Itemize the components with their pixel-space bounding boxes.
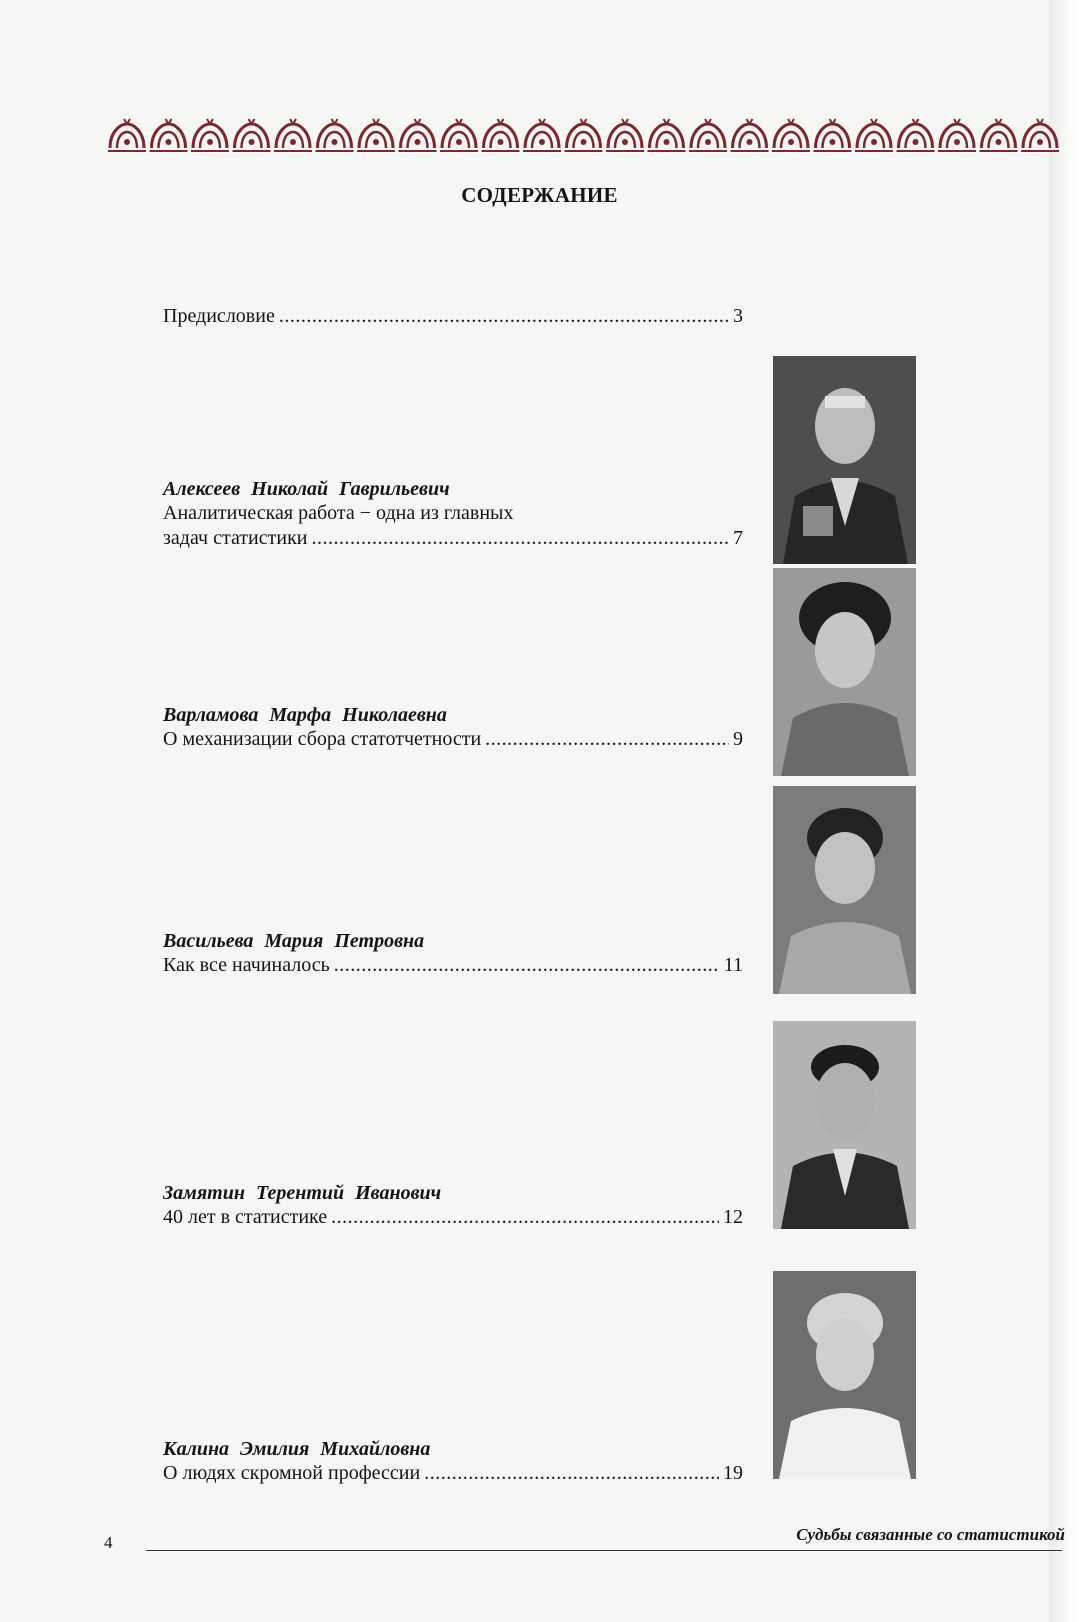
entry-author: Замятин Терентий Иванович [163,1182,442,1204]
ornament-motif [731,119,769,151]
ornament-motif [855,119,893,151]
ornament-motif [689,119,727,151]
entry-page: 19 [723,1462,743,1484]
ornament-motif [108,119,146,151]
toc-entry-varlamova[interactable] [163,727,743,751]
ornament-motif [440,119,478,151]
entry-author: Калина Эмилия Михайловна [163,1438,431,1460]
toc-entry-zamyatin[interactable] [163,1205,743,1229]
toc-entry-preface[interactable] [163,304,743,328]
ornament-motif [897,119,935,151]
ornament-motif [938,119,976,151]
leader-dots [279,304,729,328]
toc-entry-kalina[interactable] [163,1461,743,1485]
portrait-photo [773,786,916,994]
ornament-motif [357,119,395,151]
entry-page: 11 [723,954,743,976]
ornament-motif [814,119,852,151]
entry-title: Как все начиналось [163,954,330,976]
ornament-motif [1021,119,1059,151]
leader-dots [424,1461,719,1485]
entry-title: О людях скромной профессии [163,1462,421,1484]
ornament-motif [980,119,1018,151]
portrait-photo [773,1021,916,1229]
entry-page: 12 [723,1206,743,1228]
entry-page: 3 [733,305,743,327]
entry-title: Предисловие [163,305,275,327]
entry-title: 40 лет в статистике [163,1206,328,1228]
toc-entry-vasilyeva[interactable] [163,953,743,977]
entry-page: 7 [733,527,743,549]
footer-rule [146,1550,1062,1551]
entry-author: Васильева Мария Петровна [163,930,425,952]
ornament-motif [150,119,188,151]
portrait-photo [773,356,916,564]
entry-page: 9 [733,728,743,750]
ornament-motif [233,119,271,151]
leader-dots [331,1205,719,1229]
entry-title: О механизации сбора статотчетности [163,728,482,750]
page-number: 4 [104,1533,113,1552]
toc-entry-alekseev[interactable] [163,526,743,550]
page-edge [1049,0,1079,1622]
ornament-border [106,118,1062,154]
leader-dots [334,953,720,977]
portrait-photo [773,1271,916,1479]
ornament-motif [606,119,644,151]
ornament-motif [274,119,312,151]
leader-dots [312,526,730,550]
ornament-motif [523,119,561,151]
ornament-motif [482,119,520,151]
ornament-motif [316,119,354,151]
leader-dots [485,727,729,751]
entry-author: Варламова Марфа Николаевна [163,704,447,726]
ornament-motif [399,119,437,151]
ornament-motif [191,119,229,151]
page-title: СОДЕРЖАНИЕ [461,183,618,207]
ornament-motif [565,119,603,151]
running-footer-title: Судьбы связанные со статистикой [796,1525,1065,1544]
entry-title-line1: Аналитическая работа − одна из главных [163,502,514,524]
entry-title: задач статистики [163,527,308,549]
ornament-motif [772,119,810,151]
portrait-photo [773,568,916,776]
entry-author: Алексеев Николай Гаврильевич [163,478,450,500]
ornament-motif [648,119,686,151]
